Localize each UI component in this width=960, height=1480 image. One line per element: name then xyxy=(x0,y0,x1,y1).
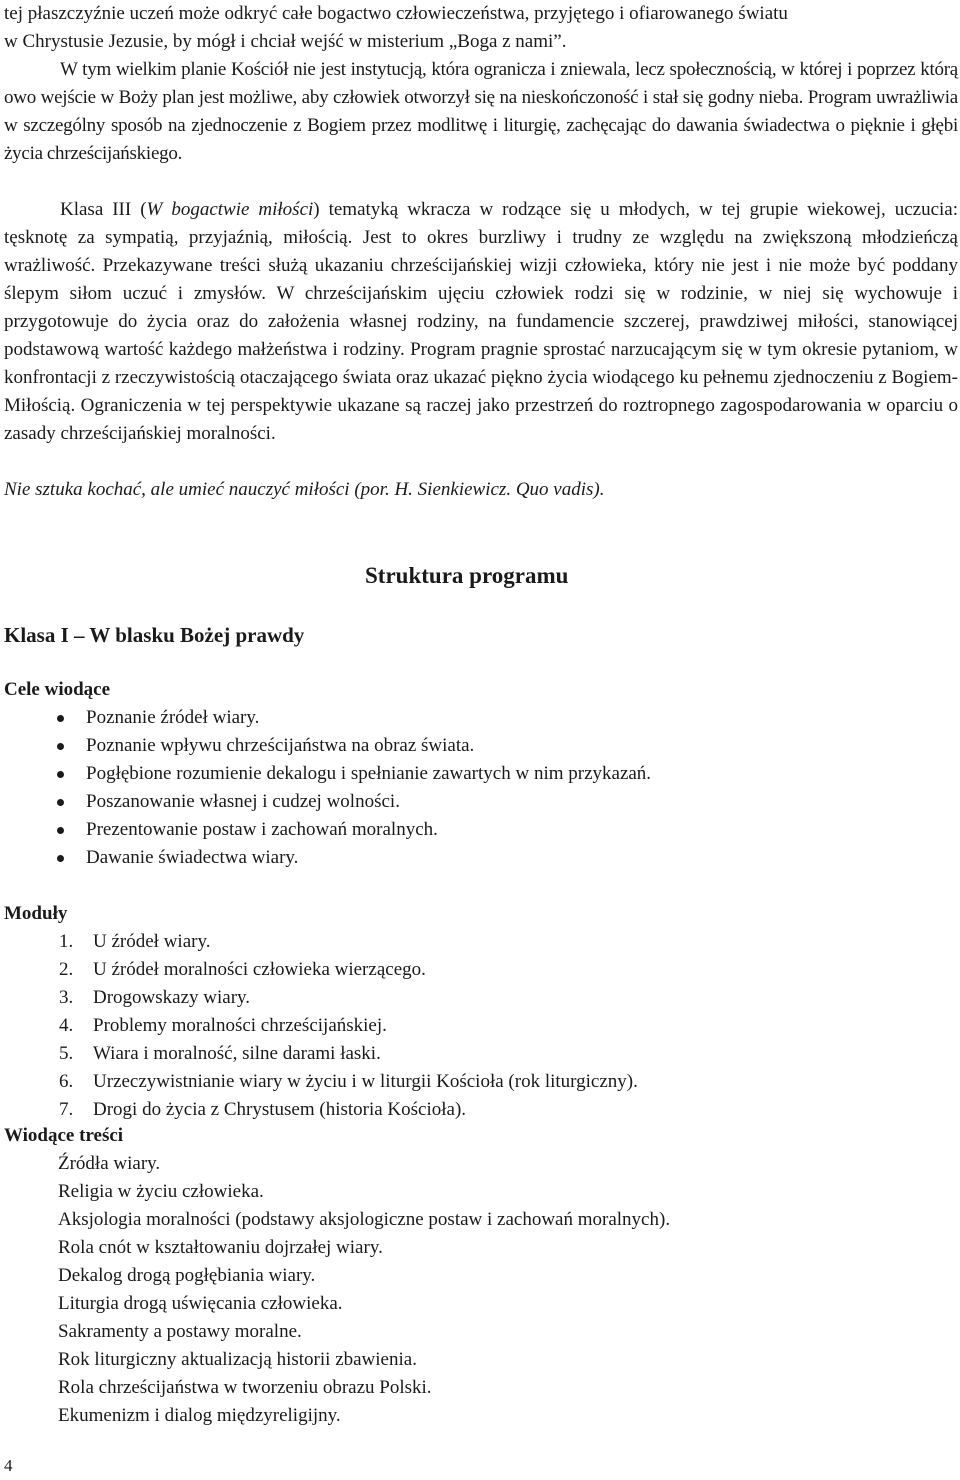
bullet-icon xyxy=(57,771,64,778)
list-item: Dawanie świadectwa wiary. xyxy=(54,844,651,872)
klasa-3-text-start: Klasa III ( xyxy=(60,199,147,220)
bullet-icon xyxy=(57,855,64,862)
list-item: Poznanie wpływu chrześcijaństwa na obraz świata. xyxy=(54,732,651,760)
klasa-3-title: W bogactwie miłości xyxy=(146,199,314,220)
list-item: Poszanowanie własnej i cudzej wolności. xyxy=(54,788,651,816)
intro-paragraph-2: W tym wielkim planie Kościół nie jest instytucją, która ogranicza i zniewala, lecz społecznością, w której i poprzez którą owo wejście w Boży plan jest możliwe, aby człowiek otworzył się na nieskończoność i stał się godny nieba. Program uwrażliwia w szczególny sposób na zjednoczenie z Bogiem przez modlitwę i liturgię, zachęcając do dawania świadectwa o pięknie i głębi życia chrześcijańskiego. xyxy=(4,59,958,164)
intro-line-2: w Chrystusie Jezusie, by mógł i chciał wejść w misterium „Boga z nami”. xyxy=(4,31,567,52)
list-item: Sakramenty a postawy moralne. xyxy=(58,1321,302,1342)
list-item: Źródła wiary. xyxy=(58,1153,161,1174)
goals-heading: Cele wiodące xyxy=(4,679,111,700)
list-item: 3. Drogowskazy wiary. xyxy=(59,987,251,1008)
goals-list xyxy=(54,704,651,872)
list-item: Liturgia drogą uświęcania człowieka. xyxy=(58,1293,343,1314)
list-item: Pogłębione rozumienie dekalogu i spełnianie zawartych w nim przykazań. xyxy=(54,760,651,788)
list-item: 5. Wiara i moralność, silne darami łaski. xyxy=(59,1043,381,1064)
list-item: Poznanie źródeł wiary. xyxy=(54,704,651,732)
list-item: 6. Urzeczywistnianie wiary w życiu i w liturgii Kościoła (rok liturgiczny). xyxy=(59,1071,638,1092)
bullet-icon xyxy=(57,743,64,750)
bullet-icon xyxy=(57,715,64,722)
class-title: Klasa I – W blasku Bożej prawdy xyxy=(4,623,305,647)
klasa-3-quote: Nie sztuka kochać, ale umieć nauczyć miłości (por. H. Sienkiewicz. Quo vadis). xyxy=(4,479,605,500)
list-item: 2. U źródeł moralności człowieka wierzącego. xyxy=(59,959,426,980)
modules-list xyxy=(59,928,638,1124)
contents-heading: Wiodące treści xyxy=(4,1125,124,1146)
structure-title: Struktura programu xyxy=(365,563,569,588)
list-item: 7. Drogi do życia z Chrystusem (historia Kościoła). xyxy=(59,1099,467,1120)
list-item: 1. U źródeł wiary. xyxy=(59,931,211,952)
bullet-icon xyxy=(57,799,64,806)
klasa-3-text-rest: ) tematyką wkracza w rodzące się u młodych, w tej grupie wiekowej, uczucia: tęsknotę za sympatią, przyjaźnią, miłością. Jest to okres burzliwy i trudny ze względu na zwiększoną młodzieńczą wrażliwość. Przekazywane treści służą ukazaniu chrześcijańskiej wizji człowieka, który nie jest i nie może być poddany ślepym siłom uczuć i zmysłów. W chrześcijańskim ujęciu człowiek rodzi się w rodzinie, w niej się wychowuje i przygotowuje do życia oraz do założenia własnej rodziny, na fundamencie szczerej, prawdziwej miłości, stanowiącej podstawową wartość każdego małżeństwa i rodziny. Program pragnie sprostać narzucającym się w tym okresie pytaniom, w konfrontacji z rzeczywistością otaczającego świata oraz ukazać piękno życia wiodącego ku pełnemu zjednoczeniu z Bogiem-Miłością. Ograniczenia w tej perspektywie ukazane są raczej jako przestrzeń do roztropnego zagospodarowania w oparciu o zasady chrześcijańskiej moralności. xyxy=(4,199,959,444)
list-item: Dekalog drogą pogłębiania wiary. xyxy=(58,1265,316,1286)
list-item: Ekumenizm i dialog międzyreligijny. xyxy=(58,1405,341,1426)
modules-heading: Moduły xyxy=(4,903,68,924)
intro-line-1: tej płaszczyźnie uczeń może odkryć całe bogactwo człowieczeństwa, przyjętego i ofiarowanego światu xyxy=(4,3,788,24)
contents-list xyxy=(58,1150,670,1430)
bullet-icon xyxy=(57,827,64,834)
list-item: Rok liturgiczny aktualizacją historii zbawienia. xyxy=(58,1349,417,1370)
klasa-3-paragraph xyxy=(4,196,958,448)
page-number: 4 xyxy=(4,1456,13,1475)
list-item: Rola chrześcijaństwa w tworzeniu obrazu Polski. xyxy=(58,1377,432,1398)
list-item: 4. Problemy moralności chrześcijańskiej. xyxy=(59,1015,387,1036)
list-item: Prezentowanie postaw i zachowań moralnych. xyxy=(54,816,651,844)
list-item: Rola cnót w kształtowaniu dojrzałej wiary. xyxy=(58,1237,383,1258)
list-item: Religia w życiu człowieka. xyxy=(58,1181,264,1202)
list-item: Aksjologia moralności (podstawy aksjologiczne postaw i zachowań moralnych). xyxy=(58,1209,671,1230)
